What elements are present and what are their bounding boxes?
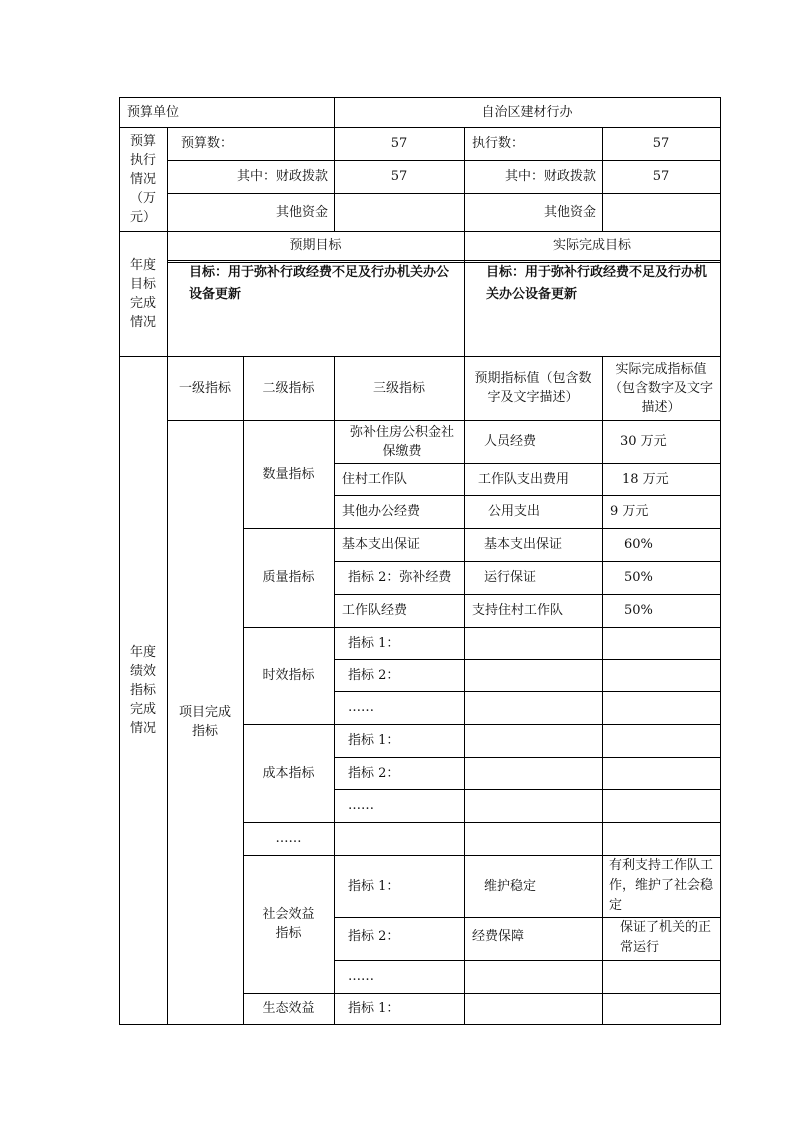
grid-line (167, 260, 721, 261)
other-indicator-ellipsis: …… (275, 831, 302, 846)
table-row-l3: 指标 1： (348, 878, 400, 894)
execution-side-label: 预算执行情况（万元） (129, 133, 156, 225)
table-row-expected: 经费保障 (472, 929, 525, 944)
table-row-l3: 其他办公经费 (342, 504, 421, 519)
level1-header: 一级指标 (178, 380, 231, 396)
table-row-l3: …… (348, 700, 374, 715)
table-row-l3: 指标 1： (348, 1001, 400, 1016)
fiscal-executed: 57 (652, 169, 670, 184)
table-row-actual: 有利支持工作队工作，维护了社会稳定 (609, 858, 714, 913)
level1-project-completion: 项目完成指标 (179, 705, 232, 739)
actual-value-header: 实际完成指标值（包含数字及文字描述） (608, 361, 713, 415)
cost-indicator: 成本指标 (262, 765, 315, 781)
expected-goal-text: 目标：用于弥补行政经费不足及行办机关办公设备更新 (189, 265, 450, 302)
table-row-l3: 指标 1： (348, 733, 400, 748)
budget-value: 57 (390, 136, 408, 151)
other-funds-label: 其他资金 (275, 204, 328, 220)
table-row-l3: 工作队经费 (342, 603, 408, 618)
table-row-l3: 住村工作队 (342, 471, 408, 487)
table-row-l3: 指标 2：弥补经费 (348, 570, 452, 585)
eco-benefit-indicator: 生态效益 (262, 1001, 315, 1016)
table-row-l3: 弥补住房公积金社保缴费 (349, 424, 454, 459)
table-row-actual: 9 万元 (610, 504, 649, 519)
table-row-expected: 维护稳定 (484, 878, 537, 894)
budget-unit-label: 预算单位 (127, 104, 180, 120)
level3-header: 三级指标 (372, 380, 425, 396)
quality-indicator: 质量指标 (262, 570, 315, 585)
table-row-l3: …… (348, 969, 374, 984)
table-row-actual: 18 万元 (622, 471, 669, 487)
table-row-expected: 支持住村工作队 (472, 603, 564, 618)
expected-goal-header: 预期目标 (289, 238, 342, 253)
goal-side-label: 年度目标完成情况 (129, 257, 156, 330)
expected-value-header: 预期指标值（包含数字及文字描述） (474, 371, 592, 405)
table-row-actual: 50% (624, 603, 653, 618)
grid-line (119, 1024, 721, 1025)
table-row-expected: 公用支出 (488, 504, 541, 519)
fiscal-label: 其中：财政拨款 (236, 169, 328, 184)
budget-label: 预算数： (181, 136, 234, 151)
table-row-actual: 50% (624, 570, 653, 585)
social-benefit-indicator: 社会效益指标 (262, 907, 315, 941)
table-row-expected: 运行保证 (484, 570, 537, 585)
quantity-indicator: 数量指标 (262, 466, 315, 482)
table-row-expected: 人员经费 (484, 434, 537, 449)
table-row-l3: 基本支出保证 (342, 537, 421, 552)
actual-goal-header: 实际完成目标 (552, 238, 631, 253)
executed-value: 57 (652, 136, 670, 151)
budget-unit-value: 自治区建材行办 (481, 104, 573, 120)
table-row-l3: 指标 1： (348, 635, 400, 651)
table-row-actual: 30 万元 (620, 434, 667, 449)
table-row-l3: …… (348, 798, 374, 813)
table-row-expected: 基本支出保证 (484, 537, 563, 552)
table-row-l3: 指标 2： (348, 667, 400, 683)
kpi-side-label: 年度绩效指标完成情况 (129, 644, 156, 736)
fiscal-label-2: 其中：财政拨款 (504, 169, 596, 184)
executed-label: 执行数： (472, 136, 525, 151)
table-row-expected: 工作队支出费用 (478, 471, 570, 487)
level2-header: 二级指标 (262, 380, 315, 396)
fiscal-budget: 57 (390, 169, 408, 184)
table-row-l3: 指标 2： (348, 765, 400, 781)
table-row-actual: 60% (624, 537, 653, 552)
table-row-l3: 指标 2： (348, 929, 400, 944)
actual-goal-text: 目标：用于弥补行政经费不足及行办机关办公设备更新 (486, 265, 708, 302)
table-row-actual: 保证了机关的正常运行 (620, 920, 712, 955)
other-funds-label-2: 其他资金 (543, 204, 596, 220)
timeliness-indicator: 时效指标 (262, 668, 315, 683)
